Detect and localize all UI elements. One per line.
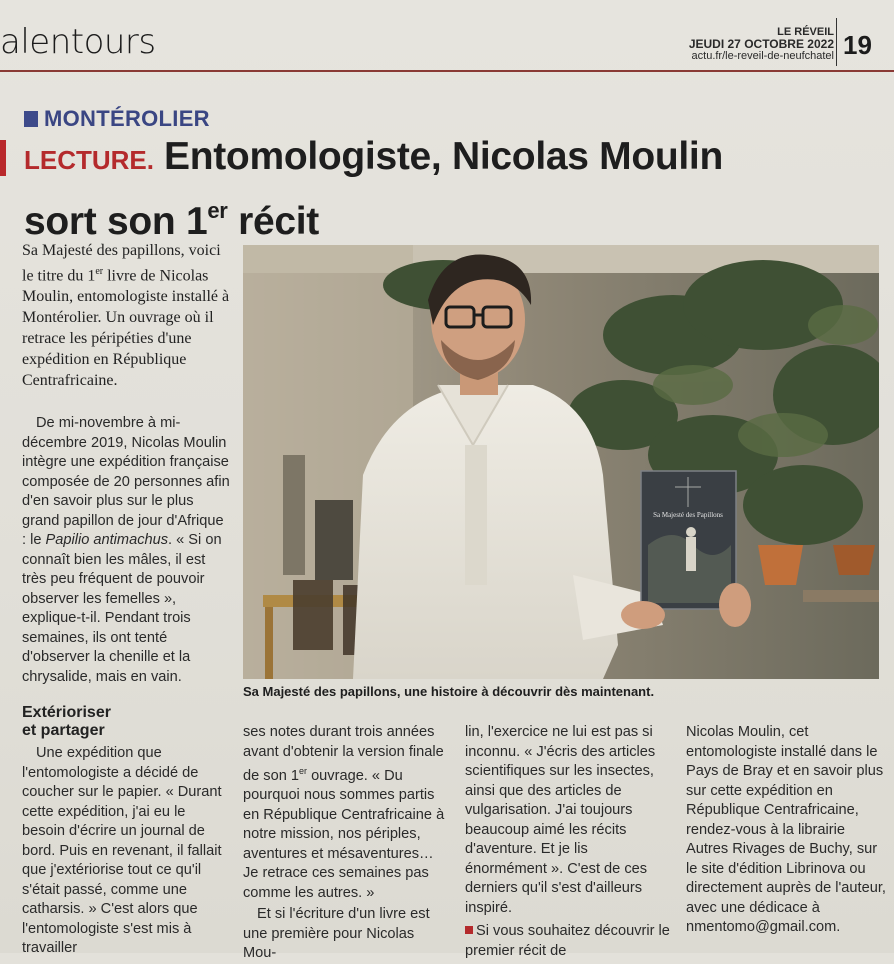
book-cover — [641, 471, 736, 609]
body-paragraph: Nicolas Moulin, cet entomologiste installé dans le Pays de Bray et en savoir plus sur cette expédition en République Centrafricaine, rendez-vous à la librairie Autres Rivages de Buchy, sur le site d'édition Librinova ou directement auprès de l'auteur, avec une dédicace à nmentomo@gmail.com. — [686, 724, 886, 935]
body-paragraph — [243, 723, 449, 903]
header-divider — [836, 18, 837, 66]
body-text: ses notes durant trois années avant d'obtenir la version finale de son 1 — [243, 724, 444, 784]
headline-line-2-a: sort son 1 — [24, 200, 208, 243]
body-text: ouvrage. « Du pourquoi nous sommes partis en République Centrafricaine à notre mission, nos périples, aventures et mésaventures… Je retrace ces semaines pas comme les autres. » — [243, 767, 445, 901]
section-name: alentours — [0, 22, 156, 62]
photo-caption: Sa Majesté des papillons, une histoire à découvrir dès maintenant. — [243, 684, 655, 699]
square-bullet-icon — [24, 111, 38, 127]
body-column-4 — [686, 723, 886, 938]
body-paragraph: lin, l'exercice ne lui est pas si inconnu. « J'écris des articles scientifiques sur les insectes, ainsi que des articles de vulgarisation. J'ai toujours beaucoup aimé les récits d'aventure. Et je lis énormément ». C'est de ces derniers qu'il s'est d'ailleurs inspiré. — [465, 724, 656, 916]
body-column-2 — [243, 723, 449, 964]
header-rule — [0, 70, 894, 72]
article-headline — [24, 134, 864, 245]
headline-marker — [0, 140, 6, 176]
newspaper-name: LE RÉVEIL — [777, 26, 834, 38]
species-name: Papilio antimachus — [45, 532, 169, 548]
headline-line-2-sup: er — [207, 198, 228, 223]
subheading-line-1: Extérioriser — [22, 704, 111, 721]
subheading — [22, 704, 232, 740]
book-title: Sa Majesté des Papillons — [653, 511, 723, 519]
lead-text-a: Sa Majesté des papillons, voici le titre du 1 — [22, 242, 221, 285]
lead-sup: er — [95, 266, 104, 277]
masthead-info — [689, 26, 834, 62]
body-column-1-continued — [22, 744, 230, 959]
headline-line-2-b: récit — [227, 200, 319, 243]
headline-keyword: LECTURE. — [24, 145, 154, 175]
issue-date: JEUDI 27 OCTOBRE 2022 — [688, 37, 834, 51]
body-text: . « Si on connaît bien les mâles, il est très peu fréquent de pouvoir observer les femelles », explique-t-il. Pendant trois semaines, ils ont tenté d'observer la chenille et la chrysalide, mais en vain. — [22, 532, 222, 685]
kicker-label: MONTÉROLIER — [44, 106, 210, 131]
lead-paragraph — [22, 240, 234, 391]
website-url: actu.fr/le-reveil-de-neufchatel — [691, 50, 834, 62]
body-text: Si vous souhaitez découvrir le premier récit de — [465, 923, 670, 959]
page-number: 19 — [843, 30, 872, 60]
body-paragraph: Une expédition que l'entomologiste a décidé de coucher sur le papier. « Durant cette expédition, j'ai eu le besoin d'écrire un journal de bord. Puis en revenant, il fallait que j'extériorise tout ce qu'il s'était passé, comme une catharsis. » C'est alors que l'entomologiste s'est mis à travailler — [22, 745, 222, 956]
body-text: De mi-novembre à mi-décembre 2019, Nicolas Moulin intègre une expédition française composée de 20 personnes afin d'en savoir plus sur le plus grand papillon de jour d'Afrique : le — [22, 415, 230, 548]
body-paragraph — [22, 414, 230, 687]
square-bullet-icon — [465, 926, 473, 934]
subheading-line-2: et partager — [22, 722, 105, 739]
lead-text-b: livre de Nicolas Moulin, entomologiste installé à Montérolier. Un ouvrage où il retrace les péripéties d'une expédition en République Centrafricaine. — [22, 267, 230, 390]
body-paragraph — [465, 922, 671, 961]
body-column-3 — [465, 723, 671, 961]
location-kicker — [24, 106, 210, 132]
headline-line-1: Entomologiste, Nicolas Moulin — [164, 135, 723, 178]
article-photo — [243, 245, 879, 679]
body-paragraph: Et si l'écriture d'un livre est une première pour Nicolas Mou- — [243, 906, 430, 962]
body-column-1 — [22, 414, 230, 687]
body-sup: er — [299, 766, 308, 776]
